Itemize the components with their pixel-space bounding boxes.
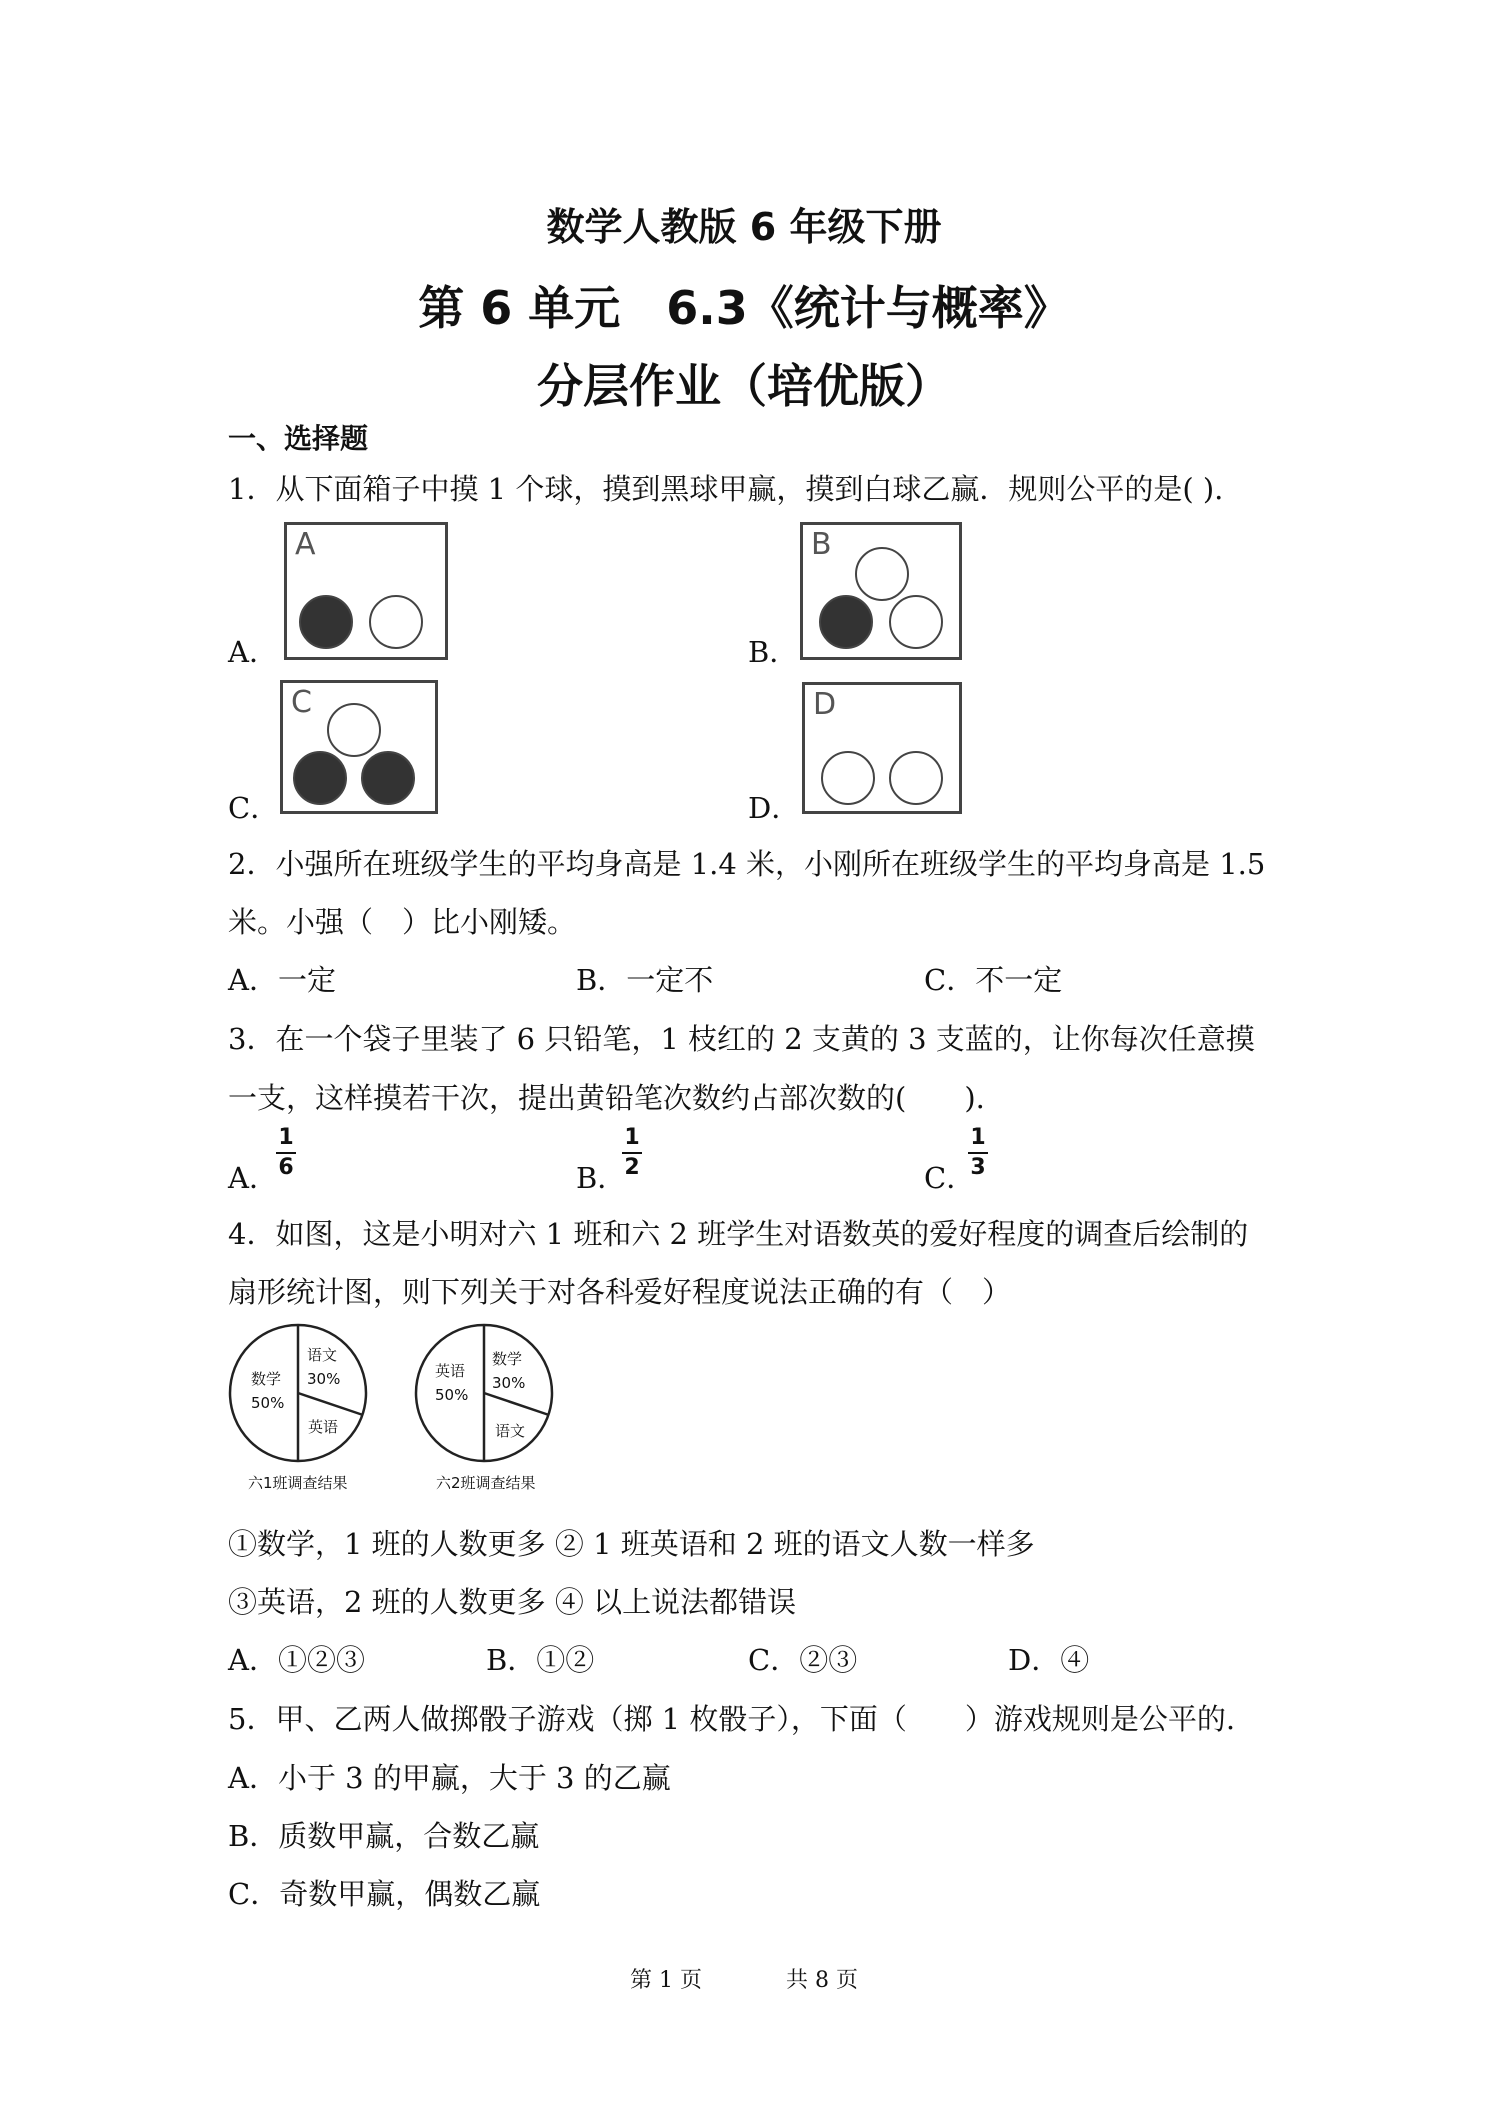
q2-stem-line1: 2．小强所在班级学生的平均身高是 1.4 米，小刚所在班级学生的平均身高是 1.5 [228,847,1266,881]
white-ball [889,595,943,649]
black-ball [299,595,353,649]
q3-option-c-fraction [968,1126,988,1180]
pie2-bottom-label: 语文 [495,1422,526,1440]
q1-option-d-label: D． [748,791,801,825]
q1-option-c-label: C． [228,791,280,825]
pie1-caption: 六1班调查结果 [248,1474,348,1492]
q2-option-b: B．一定不 [576,963,714,997]
black-ball [361,751,415,805]
fraction-numerator: 1 [970,1125,986,1150]
pie-charts-figure [220,1318,580,1494]
fraction-denominator: 3 [970,1155,986,1180]
q4-statement2: ③英语，2 班的人数更多 ④ 以上说法都错误 [228,1585,797,1619]
doc-title-line1: 数学人教版 6 年级下册 [546,205,942,249]
q3-option-b-label: B． [576,1161,627,1195]
white-ball [369,595,423,649]
q3-option-a-label: A． [228,1161,278,1195]
q5-option-a: A．小于 3 的甲赢，大于 3 的乙赢 [228,1761,671,1795]
q5-stem: 5．甲、乙两人做掷骰子游戏（掷 1 枚骰子），下面（ ）游戏规则是公平的. [228,1702,1236,1736]
q1-option-d-box [802,682,962,814]
pie2-left-label: 英语 [435,1362,466,1380]
q1-option-c-box [280,680,438,814]
fraction-numerator: 1 [624,1125,640,1150]
box-letter: A [295,527,316,562]
q4-option-b: B．①② [486,1643,595,1677]
pie2-top-pct: 30% [492,1374,526,1392]
pie2-caption: 六2班调查结果 [436,1474,536,1492]
q2-option-a: A．一定 [228,963,336,997]
fraction-bar [968,1152,988,1154]
box-letter: C [291,685,312,720]
q1-option-b-label: B． [748,635,799,669]
doc-title-line3: 分层作业（培优版） [537,359,951,413]
fraction-denominator: 2 [624,1155,640,1180]
q4-stem-line2: 扇形统计图，则下列关于对各科爱好程度说法正确的有（ ） [228,1275,1012,1309]
doc-title-line2: 第 6 单元 6.3《统计与概率》 [418,281,1070,335]
pie1-top-label: 语文 [307,1346,338,1364]
q4-option-d: D．④ [1008,1643,1090,1677]
q3-stem-line1: 3．在一个袋子里装了 6 只铅笔，1 枝红的 2 支黄的 3 支蓝的，让你每次任意摸 [228,1022,1255,1056]
footer-total-pages: 共 8 页 [786,1968,858,1993]
fraction-bar [622,1152,642,1154]
q5-option-b: B．质数甲赢，合数乙赢 [228,1819,540,1853]
q3-option-c-label: C． [924,1161,976,1195]
q3-option-b-fraction [622,1126,642,1180]
fraction-numerator: 1 [278,1125,294,1150]
q4-option-a: A．①②③ [228,1643,365,1677]
box-letter: B [811,527,832,562]
pie1-left-pct: 50% [251,1394,285,1412]
q4-option-c: C．②③ [748,1643,858,1677]
q1-option-b-box [800,522,962,660]
q5-option-c: C．奇数甲赢，偶数乙赢 [228,1877,541,1911]
pie2-top-label: 数学 [492,1350,523,1368]
black-ball [293,751,347,805]
fraction-denominator: 6 [278,1155,294,1180]
white-ball [821,751,875,805]
section-title: 一、选择题 [228,422,369,455]
white-ball [327,703,381,757]
pie1-left-label: 数学 [251,1370,282,1388]
box-letter: D [813,687,837,722]
footer-page-number: 第 1 页 [630,1968,702,1993]
q4-stem-line1: 4．如图，这是小明对六 1 班和六 2 班学生对语数英的爱好程度的调查后绘制的 [228,1217,1249,1251]
white-ball [855,547,909,601]
q2-option-c: C．不一定 [924,963,1063,997]
q1-option-a-box [284,522,448,660]
q1-stem: 1．从下面箱子中摸 1 个球，摸到黑球甲赢，摸到白球乙赢．规则公平的是( ). [228,472,1224,506]
q3-option-a-fraction [276,1126,296,1180]
pie1-bottom-label: 英语 [308,1418,339,1436]
q2-stem-line2: 米。小强（ ）比小刚矮。 [228,905,577,939]
white-ball [889,751,943,805]
pie1-top-pct: 30% [307,1370,341,1388]
q4-statement1: ①数学，1 班的人数更多 ② 1 班英语和 2 班的语文人数一样多 [228,1527,1035,1561]
q3-stem-line2: 一支，这样摸若干次，提出黄铅笔次数约占部次数的( ). [228,1081,985,1115]
pie2-left-pct: 50% [435,1386,469,1404]
black-ball [819,595,873,649]
fraction-bar [276,1152,296,1154]
q1-option-a-label: A． [228,635,278,669]
